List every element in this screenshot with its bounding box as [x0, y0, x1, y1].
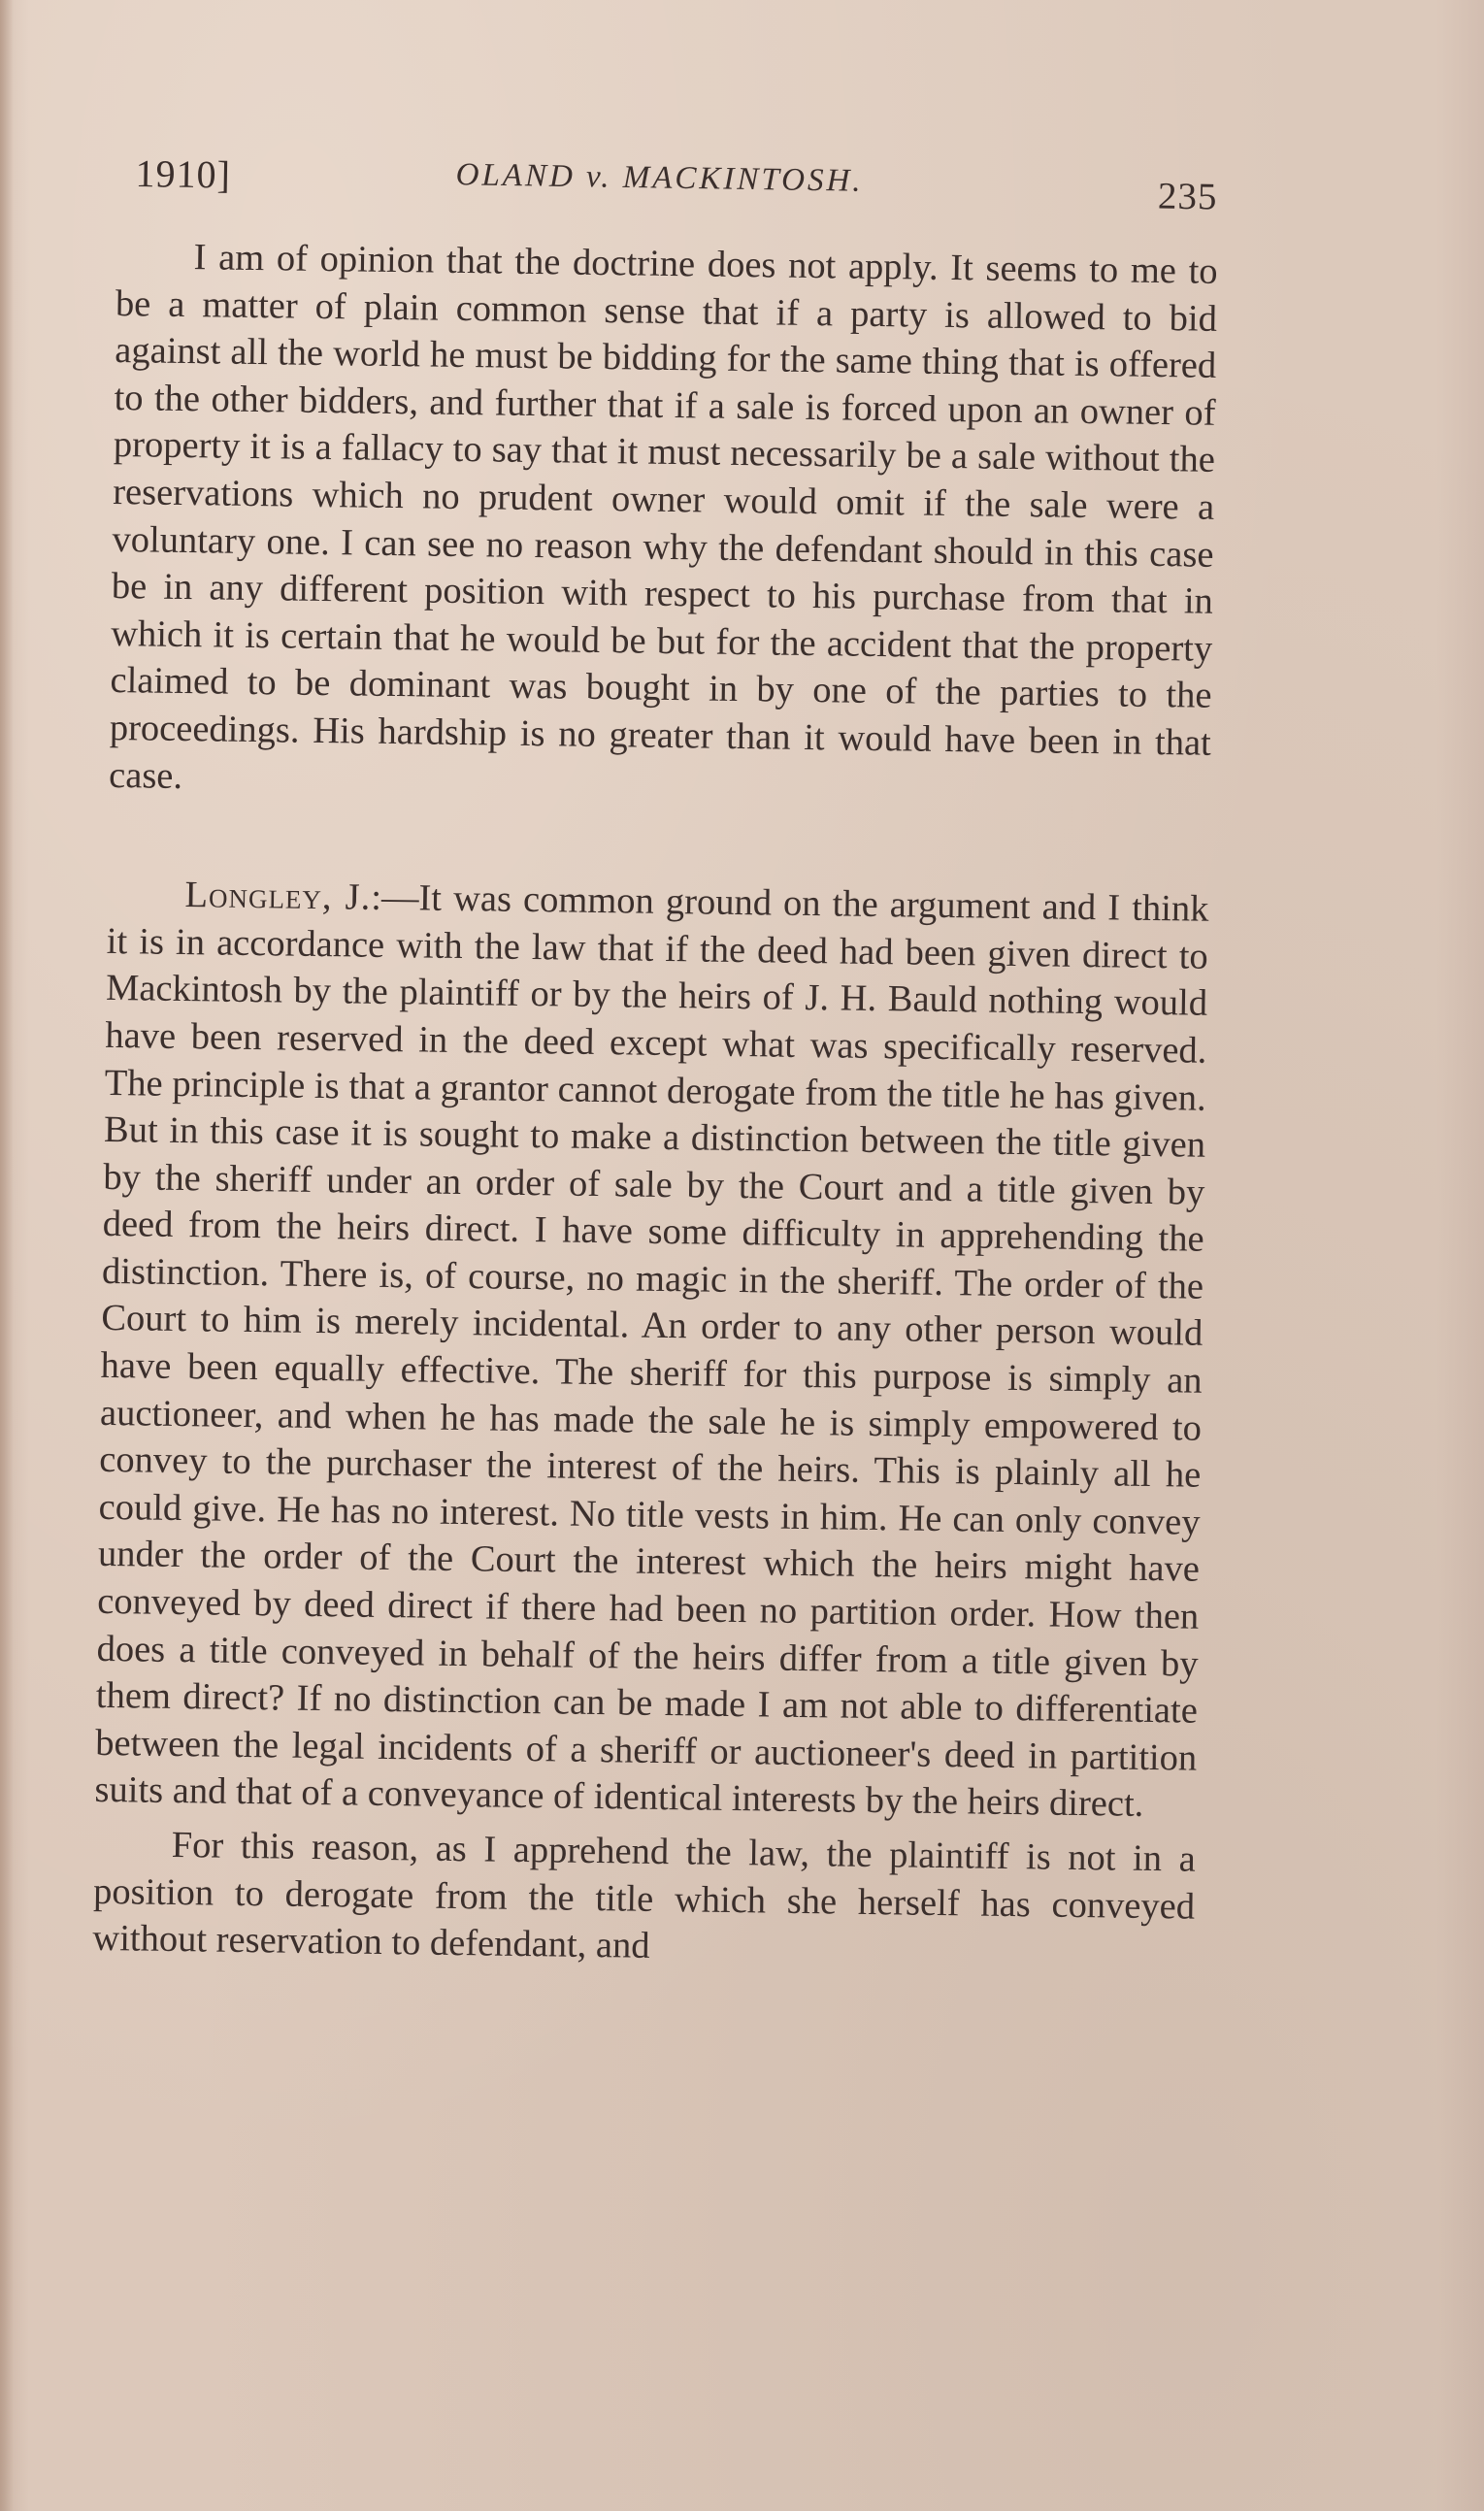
- judge-name: Longley, J.: [184, 875, 372, 918]
- running-head-title: OLAND v. MACKINTOSH.: [455, 157, 864, 199]
- paragraph-opinion-conclusion: I am of opinion that the doctrine does not apply. It seems to me to be a matter of plain common sense that if a party is allowed to bid against all the world he must be bidding for the same thing that is offered to the other bidders, and further that if a sale is forced upon an owner of property it is a fallacy to say that it must necessarily be a sale without the reservations which no prudent owner would omit if the sale were a voluntary one. I can see no reason why the defendant should in this case be in any different position with respect to his purchase from that in which it is certain that he would be but for the accident that the property claimed to be dominant was bought in by one of the parties to the proceedings. His hardship is no greater than it would have been in that case.: [108, 237, 1218, 797]
- running-head: [135, 150, 1218, 236]
- running-head-year: 1910]: [135, 150, 232, 197]
- body-text: [92, 233, 1218, 1977]
- paragraph-longley-opinion: [94, 871, 1208, 1830]
- paragraph-conclusion: For this reason, as I apprehend the law, the plaintiff is not in a position to derogate from the title which she herself has conveyed without reservation to defendant, and: [92, 1824, 1197, 1967]
- page-number: 235: [1157, 175, 1218, 218]
- page-edge-shadow: [0, 0, 14, 2511]
- paragraph-longley-body: :—It was common ground on the argument and I think it is in accordance with the law that if the deed had been given direct to Mackintosh by the plaintiff or by the heirs of J. H. Bauld nothing would have been reserved in the deed except what was specifically reserved. The principle is that a grantor cannot derogate from the title he has given. But in this case it is sought to make a distinction between the title given by the sheriff under an order of sale by the Court and a title given by deed from the heirs direct. I have some difficulty in apprehending the distinction. There is, of course, no magic in the sheriff. The order of the Court to him is merely incidental. An order to any other person would have been equally effective. The sheriff for this purpose is simply an auctioneer, and when he has made the sale he is simply empowered to convey to the purchaser the interest of the heirs. This is plainly all he could give. He has no interest. No title vests in him. He can only convey under the order of the Court the interest which the heirs might have conveyed by deed direct if there had been no partition order. How then does a title conveyed in behalf of the heirs differ from a title given by them direct? If no distinction can be made I am not able to differentiate between the legal incidents of a sheriff or auctioneer's deed in partition suits and that of a conveyance of identical interests by the heirs direct.: [94, 876, 1209, 1826]
